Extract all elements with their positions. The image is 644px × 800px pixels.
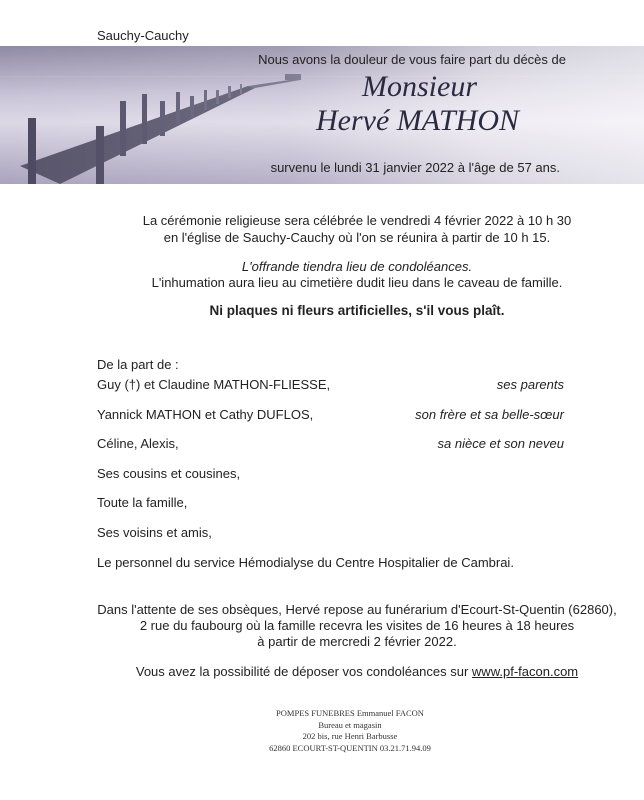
- funeral-home-city-phone: 62860 ECOURT-ST-QUENTIN 03.21.71.94.09: [269, 742, 431, 753]
- family-member-name: Ses voisins et amis,: [97, 525, 212, 540]
- burial-note: L'inhumation aura lieu au cimetière dudit lieu dans le caveau de famille.: [151, 275, 563, 290]
- condolences-text: Vous avez la possibilité de déposer vos condoléances sur: [135, 664, 472, 679]
- condolences-note: [60, 663, 644, 680]
- visit-line-2: 2 rue du faubourg où la famille recevra les visites de 16 heures à 18 heures: [139, 618, 575, 633]
- family-member-name: Yannick MATHON et Cathy DUFLOS,: [97, 407, 314, 422]
- family-member-name: Guy (†) et Claudine MATHON-FLIESSE,: [97, 377, 331, 392]
- visit-line-3: à partir de mercredi 2 février 2022.: [257, 634, 457, 649]
- family-member-relation: sa nièce et son neveu: [437, 436, 564, 451]
- funeral-home-name: POMPES FUNEBRES Emmanuel FACON: [276, 708, 424, 718]
- deceased-name: Hervé MATHON: [316, 104, 520, 137]
- family-member-relation: ses parents: [496, 377, 564, 392]
- town-label: Sauchy-Cauchy: [97, 28, 189, 43]
- family-member-relation: son frère et sa belle-sœur: [415, 407, 564, 422]
- ceremony-line-2: en l'église de Sauchy-Cauchy où l'on se réunira à partir de 10 h 15.: [163, 230, 551, 245]
- family-member-name: Toute la famille,: [97, 495, 188, 510]
- family-member-name: Le personnel du service Hémodialyse du Centre Hospitalier de Cambrai.: [97, 555, 514, 570]
- deceased-title: Monsieur: [362, 70, 477, 103]
- condolences-link[interactable]: www.pf-facon.com: [471, 664, 579, 679]
- offering-note: L'offrande tiendra lieu de condoléances.: [241, 259, 473, 274]
- death-date: survenu le lundi 31 janvier 2022 à l'âge de 57 ans.: [270, 160, 560, 175]
- family-member-name: Ses cousins et cousines,: [97, 466, 241, 481]
- ceremony-line-1: La cérémonie religieuse sera célébrée le vendredi 4 février 2022 à 10 h 30: [142, 213, 572, 228]
- funeral-home-street: 202 bis, rue Henri Barbusse: [302, 731, 398, 741]
- visit-line-1: Dans l'attente de ses obsèques, Hervé repose au funérarium d'Ecourt-St-Quentin (62860),: [97, 602, 617, 617]
- family-intro: De la part de :: [97, 357, 179, 372]
- funeral-home-office: Bureau et magasin: [318, 719, 382, 730]
- family-member-name: Céline, Alexis,: [97, 436, 179, 451]
- announcement-intro: Nous avons la douleur de vous faire part du décès de: [258, 52, 566, 67]
- flowers-notice: Ni plaques ni fleurs artificielles, s'il vous plaît.: [209, 303, 505, 318]
- funeral-home-footer: [250, 708, 450, 754]
